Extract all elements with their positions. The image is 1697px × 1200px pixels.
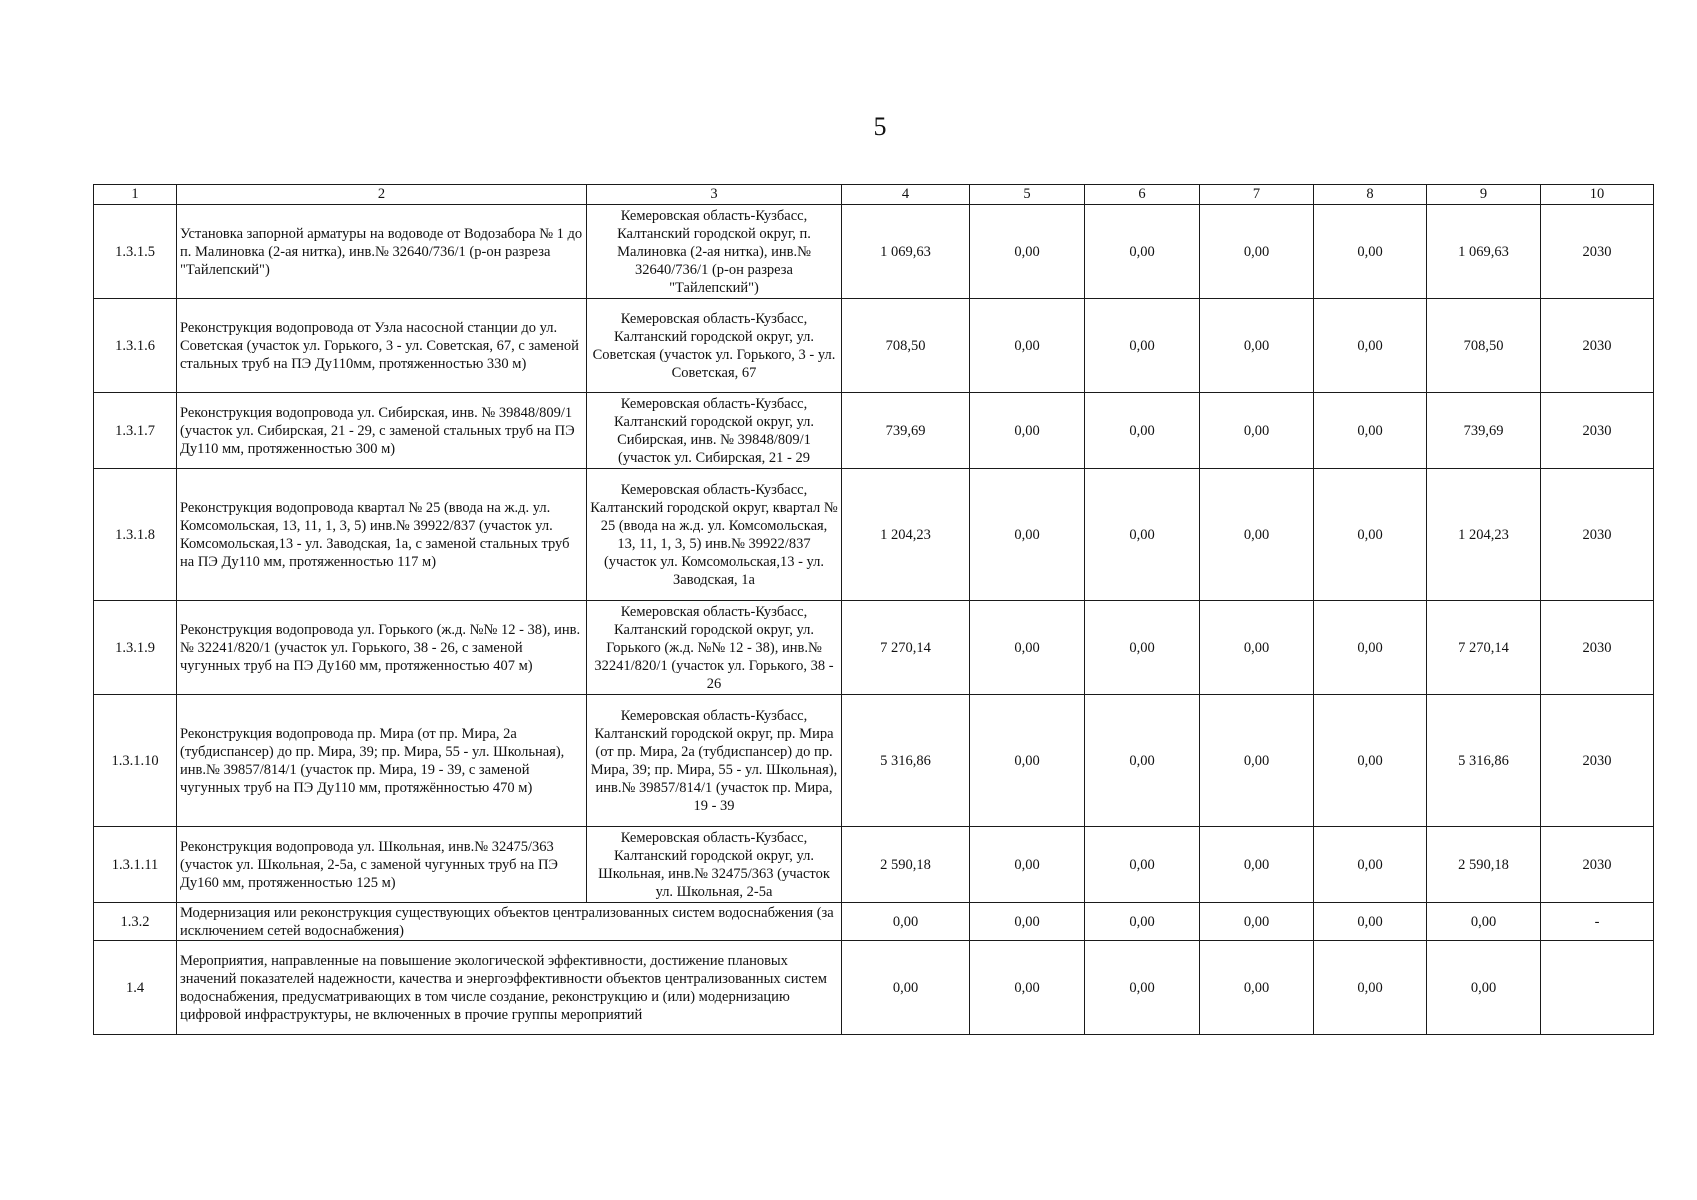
measure-name: Установка запорной арматуры на водоводе от Водозабора № 1 до п. Малиновка (2-ая нитка), инв.№ 32640/736/1 (р-он разреза "Тайлепский") <box>177 205 587 299</box>
row-number: 1.3.1.11 <box>94 827 177 903</box>
value-col-5: 0,00 <box>970 827 1085 903</box>
header-cell-7: 7 <box>1200 185 1314 205</box>
value-col-8: 0,00 <box>1314 299 1427 393</box>
value-col-6: 0,00 <box>1085 903 1200 941</box>
year-col-10: 2030 <box>1541 205 1654 299</box>
row-number: 1.3.1.6 <box>94 299 177 393</box>
table-row-group <box>94 941 1654 1035</box>
table-row <box>94 393 1654 469</box>
value-col-8: 0,00 <box>1314 469 1427 601</box>
table-row-group <box>94 903 1654 941</box>
value-col-7: 0,00 <box>1200 205 1314 299</box>
value-col-4: 708,50 <box>842 299 970 393</box>
header-cell-1: 1 <box>94 185 177 205</box>
value-col-6: 0,00 <box>1085 601 1200 695</box>
value-col-9: 7 270,14 <box>1427 601 1541 695</box>
measure-name: Реконструкция водопровода от Узла насосной станции до ул. Советская (участок ул. Горького, 3 - ул. Советская, 67, с заменой стальных труб на ПЭ Ду110мм, протяженностью 330 м) <box>177 299 587 393</box>
table-row <box>94 205 1654 299</box>
table-row <box>94 299 1654 393</box>
header-cell-4: 4 <box>842 185 970 205</box>
year-col-10: 2030 <box>1541 469 1654 601</box>
header-cell-6: 6 <box>1085 185 1200 205</box>
value-col-4: 5 316,86 <box>842 695 970 827</box>
measure-name: Реконструкция водопровода ул. Школьная, инв.№ 32475/363 (участок ул. Школьная, 2-5а, с заменой чугунных труб на ПЭ Ду160 мм, протяженностью 125 м) <box>177 827 587 903</box>
value-col-7: 0,00 <box>1200 469 1314 601</box>
table-row <box>94 601 1654 695</box>
value-col-8: 0,00 <box>1314 695 1427 827</box>
value-col-8: 0,00 <box>1314 205 1427 299</box>
value-col-5: 0,00 <box>970 205 1085 299</box>
value-col-4: 2 590,18 <box>842 827 970 903</box>
object-address: Кемеровская область-Кузбасс, Калтанский городской округ, п. Малиновка (2-ая нитка), инв.№ 32640/736/1 (р-он разреза "Тайлепский") <box>587 205 842 299</box>
value-col-8: 0,00 <box>1314 941 1427 1035</box>
value-col-9: 5 316,86 <box>1427 695 1541 827</box>
header-cell-5: 5 <box>970 185 1085 205</box>
table-row <box>94 695 1654 827</box>
group-name: Модернизация или реконструкция существующих объектов централизованных систем водоснабжения (за исключением сетей водоснабжения) <box>177 903 842 941</box>
value-col-9: 739,69 <box>1427 393 1541 469</box>
row-number: 1.3.1.10 <box>94 695 177 827</box>
value-col-5: 0,00 <box>970 601 1085 695</box>
year-col-10: 2030 <box>1541 827 1654 903</box>
value-col-7: 0,00 <box>1200 299 1314 393</box>
measure-name: Реконструкция водопровода пр. Мира (от пр. Мира, 2а (тубдиспансер) до пр. Мира, 39; пр. Мира, 55 - ул. Школьная), инв.№ 39857/814/1 (участок пр. Мира, 19 - 39, с заменой чугунных труб на ПЭ Ду110 мм, протяжённостью 470 м) <box>177 695 587 827</box>
value-col-4: 7 270,14 <box>842 601 970 695</box>
year-col-10: 2030 <box>1541 299 1654 393</box>
value-col-7: 0,00 <box>1200 903 1314 941</box>
value-col-9: 1 204,23 <box>1427 469 1541 601</box>
value-col-6: 0,00 <box>1085 695 1200 827</box>
value-col-5: 0,00 <box>970 299 1085 393</box>
header-row <box>94 185 1654 205</box>
value-col-9: 0,00 <box>1427 903 1541 941</box>
header-cell-10: 10 <box>1541 185 1654 205</box>
value-col-4: 1 204,23 <box>842 469 970 601</box>
row-number: 1.4 <box>94 941 177 1035</box>
header-cell-8: 8 <box>1314 185 1427 205</box>
year-col-10: - <box>1541 903 1654 941</box>
value-col-8: 0,00 <box>1314 827 1427 903</box>
row-number: 1.3.2 <box>94 903 177 941</box>
table-row <box>94 469 1654 601</box>
value-col-7: 0,00 <box>1200 393 1314 469</box>
value-col-9: 1 069,63 <box>1427 205 1541 299</box>
value-col-4: 0,00 <box>842 941 970 1035</box>
value-col-5: 0,00 <box>970 469 1085 601</box>
year-col-10: 2030 <box>1541 601 1654 695</box>
value-col-6: 0,00 <box>1085 469 1200 601</box>
table-row <box>94 827 1654 903</box>
measure-name: Реконструкция водопровода ул. Горького (ж.д. №№ 12 - 38), инв.№ 32241/820/1 (участок ул. Горького, 38 - 26, с заменой чугунных труб на ПЭ Ду160 мм, протяженностью 407 м) <box>177 601 587 695</box>
value-col-7: 0,00 <box>1200 941 1314 1035</box>
value-col-7: 0,00 <box>1200 601 1314 695</box>
value-col-5: 0,00 <box>970 941 1085 1035</box>
header-cell-2: 2 <box>177 185 587 205</box>
group-name: Мероприятия, направленные на повышение экологической эффективности, достижение плановых значений показателей надежности, качества и энергоэффективности объектов централизованных систем водоснабжения, предусматривающих в том числе создание, реконструкцию и (или) модернизацию цифровой инфраструктуры, не включенных в прочие группы мероприятий <box>177 941 842 1035</box>
value-col-6: 0,00 <box>1085 393 1200 469</box>
value-col-5: 0,00 <box>970 695 1085 827</box>
measure-name: Реконструкция водопровода квартал № 25 (ввода на ж.д. ул. Комсомольская, 13, 11, 1, 3, 5) инв.№ 39922/837 (участок ул. Комсомольская,13 - ул. Заводская, 1а, с заменой стальных труб на ПЭ Ду110 мм, протяженностью 117 м) <box>177 469 587 601</box>
value-col-4: 739,69 <box>842 393 970 469</box>
value-col-8: 0,00 <box>1314 393 1427 469</box>
value-col-5: 0,00 <box>970 903 1085 941</box>
value-col-7: 0,00 <box>1200 827 1314 903</box>
object-address: Кемеровская область-Кузбасс, Калтанский городской округ, ул. Горького (ж.д. №№ 12 - 38), инв.№ 32241/820/1 (участок ул. Горького, 38 - 26 <box>587 601 842 695</box>
row-number: 1.3.1.7 <box>94 393 177 469</box>
value-col-6: 0,00 <box>1085 827 1200 903</box>
year-col-10 <box>1541 941 1654 1035</box>
value-col-5: 0,00 <box>970 393 1085 469</box>
row-number: 1.3.1.8 <box>94 469 177 601</box>
object-address: Кемеровская область-Кузбасс, Калтанский городской округ, ул. Школьная, инв.№ 32475/363 (участок ул. Школьная, 2-5а <box>587 827 842 903</box>
header-cell-9: 9 <box>1427 185 1541 205</box>
year-col-10: 2030 <box>1541 695 1654 827</box>
page-number: 5 <box>873 112 887 141</box>
value-col-9: 2 590,18 <box>1427 827 1541 903</box>
value-col-4: 1 069,63 <box>842 205 970 299</box>
object-address: Кемеровская область-Кузбасс, Калтанский городской округ, ул. Советская (участок ул. Горького, 3 - ул. Советская, 67 <box>587 299 842 393</box>
row-number: 1.3.1.9 <box>94 601 177 695</box>
header-cell-3: 3 <box>587 185 842 205</box>
object-address: Кемеровская область-Кузбасс, Калтанский городской округ, пр. Мира (от пр. Мира, 2а (тубдиспансер) до пр. Мира, 39; пр. Мира, 55 - ул. Школьная), инв.№ 39857/814/1 (участок пр. Мира, 19 - 39 <box>587 695 842 827</box>
value-col-7: 0,00 <box>1200 695 1314 827</box>
row-number: 1.3.1.5 <box>94 205 177 299</box>
value-col-6: 0,00 <box>1085 941 1200 1035</box>
value-col-9: 0,00 <box>1427 941 1541 1035</box>
object-address: Кемеровская область-Кузбасс, Калтанский городской округ, ул. Сибирская, инв. № 39848/809/1 (участок ул. Сибирская, 21 - 29 <box>587 393 842 469</box>
value-col-9: 708,50 <box>1427 299 1541 393</box>
measure-name: Реконструкция водопровода ул. Сибирская, инв. № 39848/809/1 (участок ул. Сибирская, 21 - 29, с заменой стальных труб на ПЭ Ду110 мм, протяженностью 300 м) <box>177 393 587 469</box>
value-col-6: 0,00 <box>1085 205 1200 299</box>
measures-table <box>93 184 1654 1035</box>
year-col-10: 2030 <box>1541 393 1654 469</box>
value-col-4: 0,00 <box>842 903 970 941</box>
value-col-6: 0,00 <box>1085 299 1200 393</box>
value-col-8: 0,00 <box>1314 903 1427 941</box>
value-col-8: 0,00 <box>1314 601 1427 695</box>
object-address: Кемеровская область-Кузбасс, Калтанский городской округ, квартал № 25 (ввода на ж.д. ул. Комсомольская, 13, 11, 1, 3, 5) инв.№ 39922/837 (участок ул. Комсомольская,13 - ул. Заводская, 1а <box>587 469 842 601</box>
